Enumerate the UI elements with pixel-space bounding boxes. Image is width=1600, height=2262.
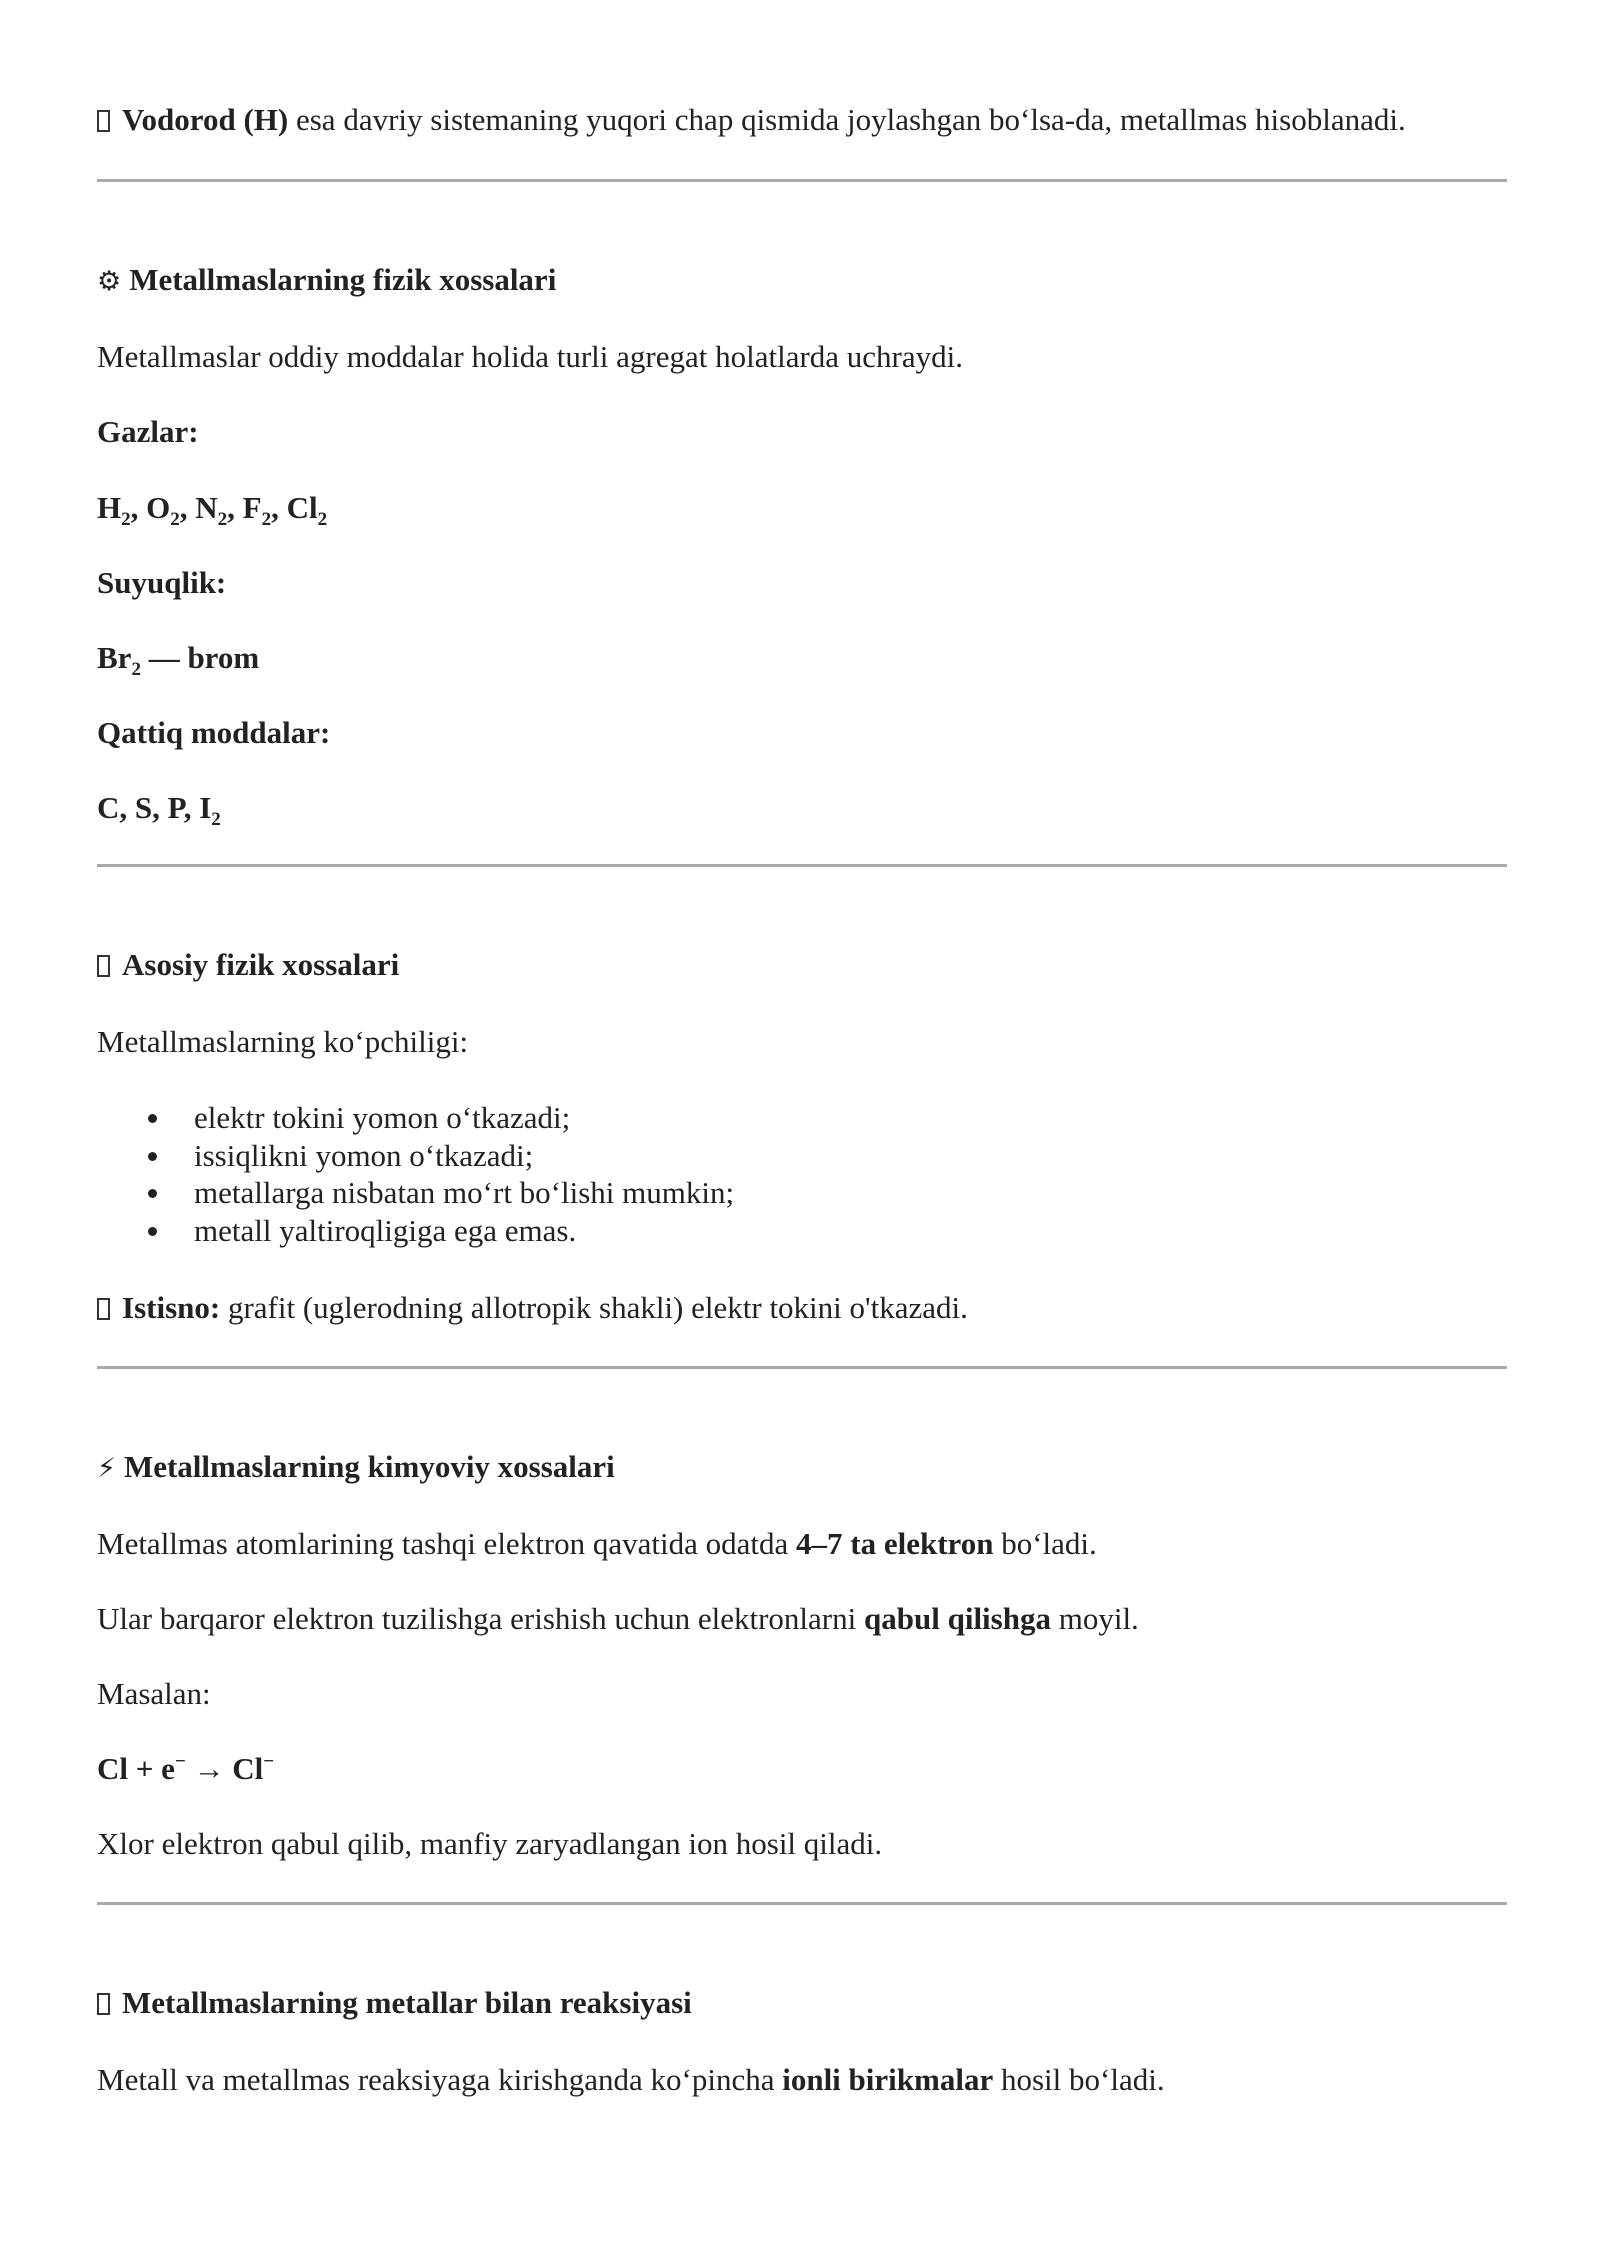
gas-2-sep: ,	[227, 490, 243, 525]
liquid-formula	[97, 640, 260, 680]
list-item-text: metallarga nisbatan mo‘rt bo‘lishi mumkin;	[194, 1175, 735, 1210]
gas-3-sub: 2	[261, 509, 272, 530]
physical-heading-text: Metallmaslarning fizik xossalari	[129, 262, 557, 297]
list-item	[97, 1174, 734, 1212]
intro-text: esa davriy sistemaning yuqori chap qismida joylashgan bo‘lsa-da, metallmas hisoblanadi.	[288, 102, 1406, 137]
example-label: Masalan:	[97, 1676, 211, 1711]
intro-bold: Vodorod (H)	[122, 102, 289, 137]
metals-reaction-paragraph	[97, 2062, 1165, 2098]
chemical-p2-text: Ular barqaror elektron tuzilishga erishish uchun elektronlarni	[97, 1601, 864, 1636]
properties-list	[97, 1099, 734, 1249]
gas-0-sep: ,	[130, 490, 147, 525]
chemical-p2-tail: moyil.	[1050, 1601, 1139, 1636]
box-icon	[97, 955, 110, 977]
physical-heading	[97, 262, 556, 300]
divider	[97, 179, 1507, 182]
reaction-explanation: Xlor elektron qabul qilib, manfiy zaryadlangan ion hosil qiladi.	[97, 1826, 883, 1861]
exception-label: Istisno:	[122, 1290, 221, 1325]
gas-3-sep: ,	[271, 490, 287, 525]
chemical-heading	[97, 1449, 615, 1487]
list-item	[97, 1099, 734, 1137]
metals-reaction-bold: ionli birikmalar	[782, 2062, 994, 2097]
gear-icon: ⚙	[97, 266, 122, 297]
chemical-p1-tail: bo‘ladi.	[993, 1526, 1097, 1561]
chemical-p1-bold: 4–7 ta elektron	[796, 1526, 994, 1561]
list-item-text: elektr tokini yomon o‘tkazadi;	[194, 1100, 571, 1135]
gas-3-symbol: F	[242, 490, 262, 525]
divider	[97, 864, 1507, 867]
bullet-icon	[148, 1152, 157, 1161]
gas-0-sub: 2	[121, 509, 131, 530]
divider	[97, 1366, 1507, 1369]
arrow-icon: →	[185, 1751, 233, 1786]
solids-label: Qattiq moddalar:	[97, 715, 331, 750]
main-props-intro: Metallmaslarning ko‘pchiligi:	[97, 1024, 469, 1059]
list-item	[97, 1137, 734, 1175]
solids-formula	[97, 790, 221, 830]
bullet-icon	[148, 1189, 157, 1198]
exception-paragraph	[97, 1290, 968, 1326]
divider	[97, 1902, 1507, 1905]
gas-2-symbol: N	[195, 490, 218, 525]
gas-1-symbol: O	[146, 490, 171, 525]
physical-intro: Metallmaslar oddiy moddalar holida turli agregat holatlarda uchraydi.	[97, 339, 963, 374]
gas-0-symbol: H	[97, 490, 122, 525]
lightning-icon: ⚡	[97, 1453, 116, 1484]
liquid-label: Suyuqlik:	[97, 565, 227, 600]
box-icon	[97, 110, 110, 132]
box-icon	[97, 1298, 110, 1320]
gases-formula	[97, 490, 328, 530]
solids-sub: 2	[211, 809, 221, 830]
chemical-paragraph-2	[97, 1601, 1139, 1637]
equation-left: Cl + e	[97, 1751, 175, 1786]
gas-4-sub: 2	[317, 509, 328, 530]
gas-1-sub: 2	[170, 509, 180, 530]
box-icon	[97, 1993, 110, 2015]
equation-right-charge: −	[263, 1751, 275, 1772]
gas-1-sep: ,	[179, 490, 196, 525]
list-item-text: metall yaltiroqligiga ega emas.	[194, 1212, 577, 1248]
liquid-name: — brom	[140, 640, 260, 675]
chemical-p2-bold: qabul qilishga	[864, 1601, 1051, 1636]
equation-right: Cl	[232, 1751, 264, 1786]
gases-label: Gazlar:	[97, 414, 199, 449]
list-item-text: issiqlikni yomon o‘tkazadi;	[194, 1137, 534, 1173]
metals-reaction-tail: hosil bo‘ladi.	[993, 2062, 1165, 2097]
metals-reaction-text: Metall va metallmas reaksiyaga kirishganda ko‘pincha	[97, 2062, 783, 2097]
liquid-symbol: Br	[97, 640, 132, 675]
exception-text: grafit (uglerodning allotropik shakli) elektr tokini o'tkazadi.	[220, 1290, 968, 1325]
intro-paragraph	[97, 102, 1406, 138]
equation-left-charge: −	[174, 1751, 186, 1772]
chemical-p1-text: Metallmas atomlarining tashqi elektron qavatida odatda	[97, 1526, 797, 1561]
gas-4-symbol: Cl	[286, 490, 318, 525]
metals-reaction-heading-text: Metallmaslarning metallar bilan reaksiyasi	[122, 1985, 692, 2020]
metals-reaction-heading	[97, 1985, 692, 2021]
chemical-heading-text: Metallmaslarning kimyoviy xossalari	[123, 1449, 615, 1484]
bullet-icon	[148, 1114, 157, 1123]
liquid-sub: 2	[131, 659, 141, 680]
reaction-equation	[97, 1751, 274, 1787]
bullet-icon	[148, 1227, 157, 1236]
main-props-heading	[97, 947, 399, 983]
chemical-paragraph-1	[97, 1526, 1097, 1562]
list-item	[97, 1212, 734, 1250]
solids-text: C, S, P, I	[97, 790, 212, 825]
main-props-heading-text: Asosiy fizik xossalari	[122, 947, 400, 982]
gas-2-sub: 2	[217, 509, 228, 530]
